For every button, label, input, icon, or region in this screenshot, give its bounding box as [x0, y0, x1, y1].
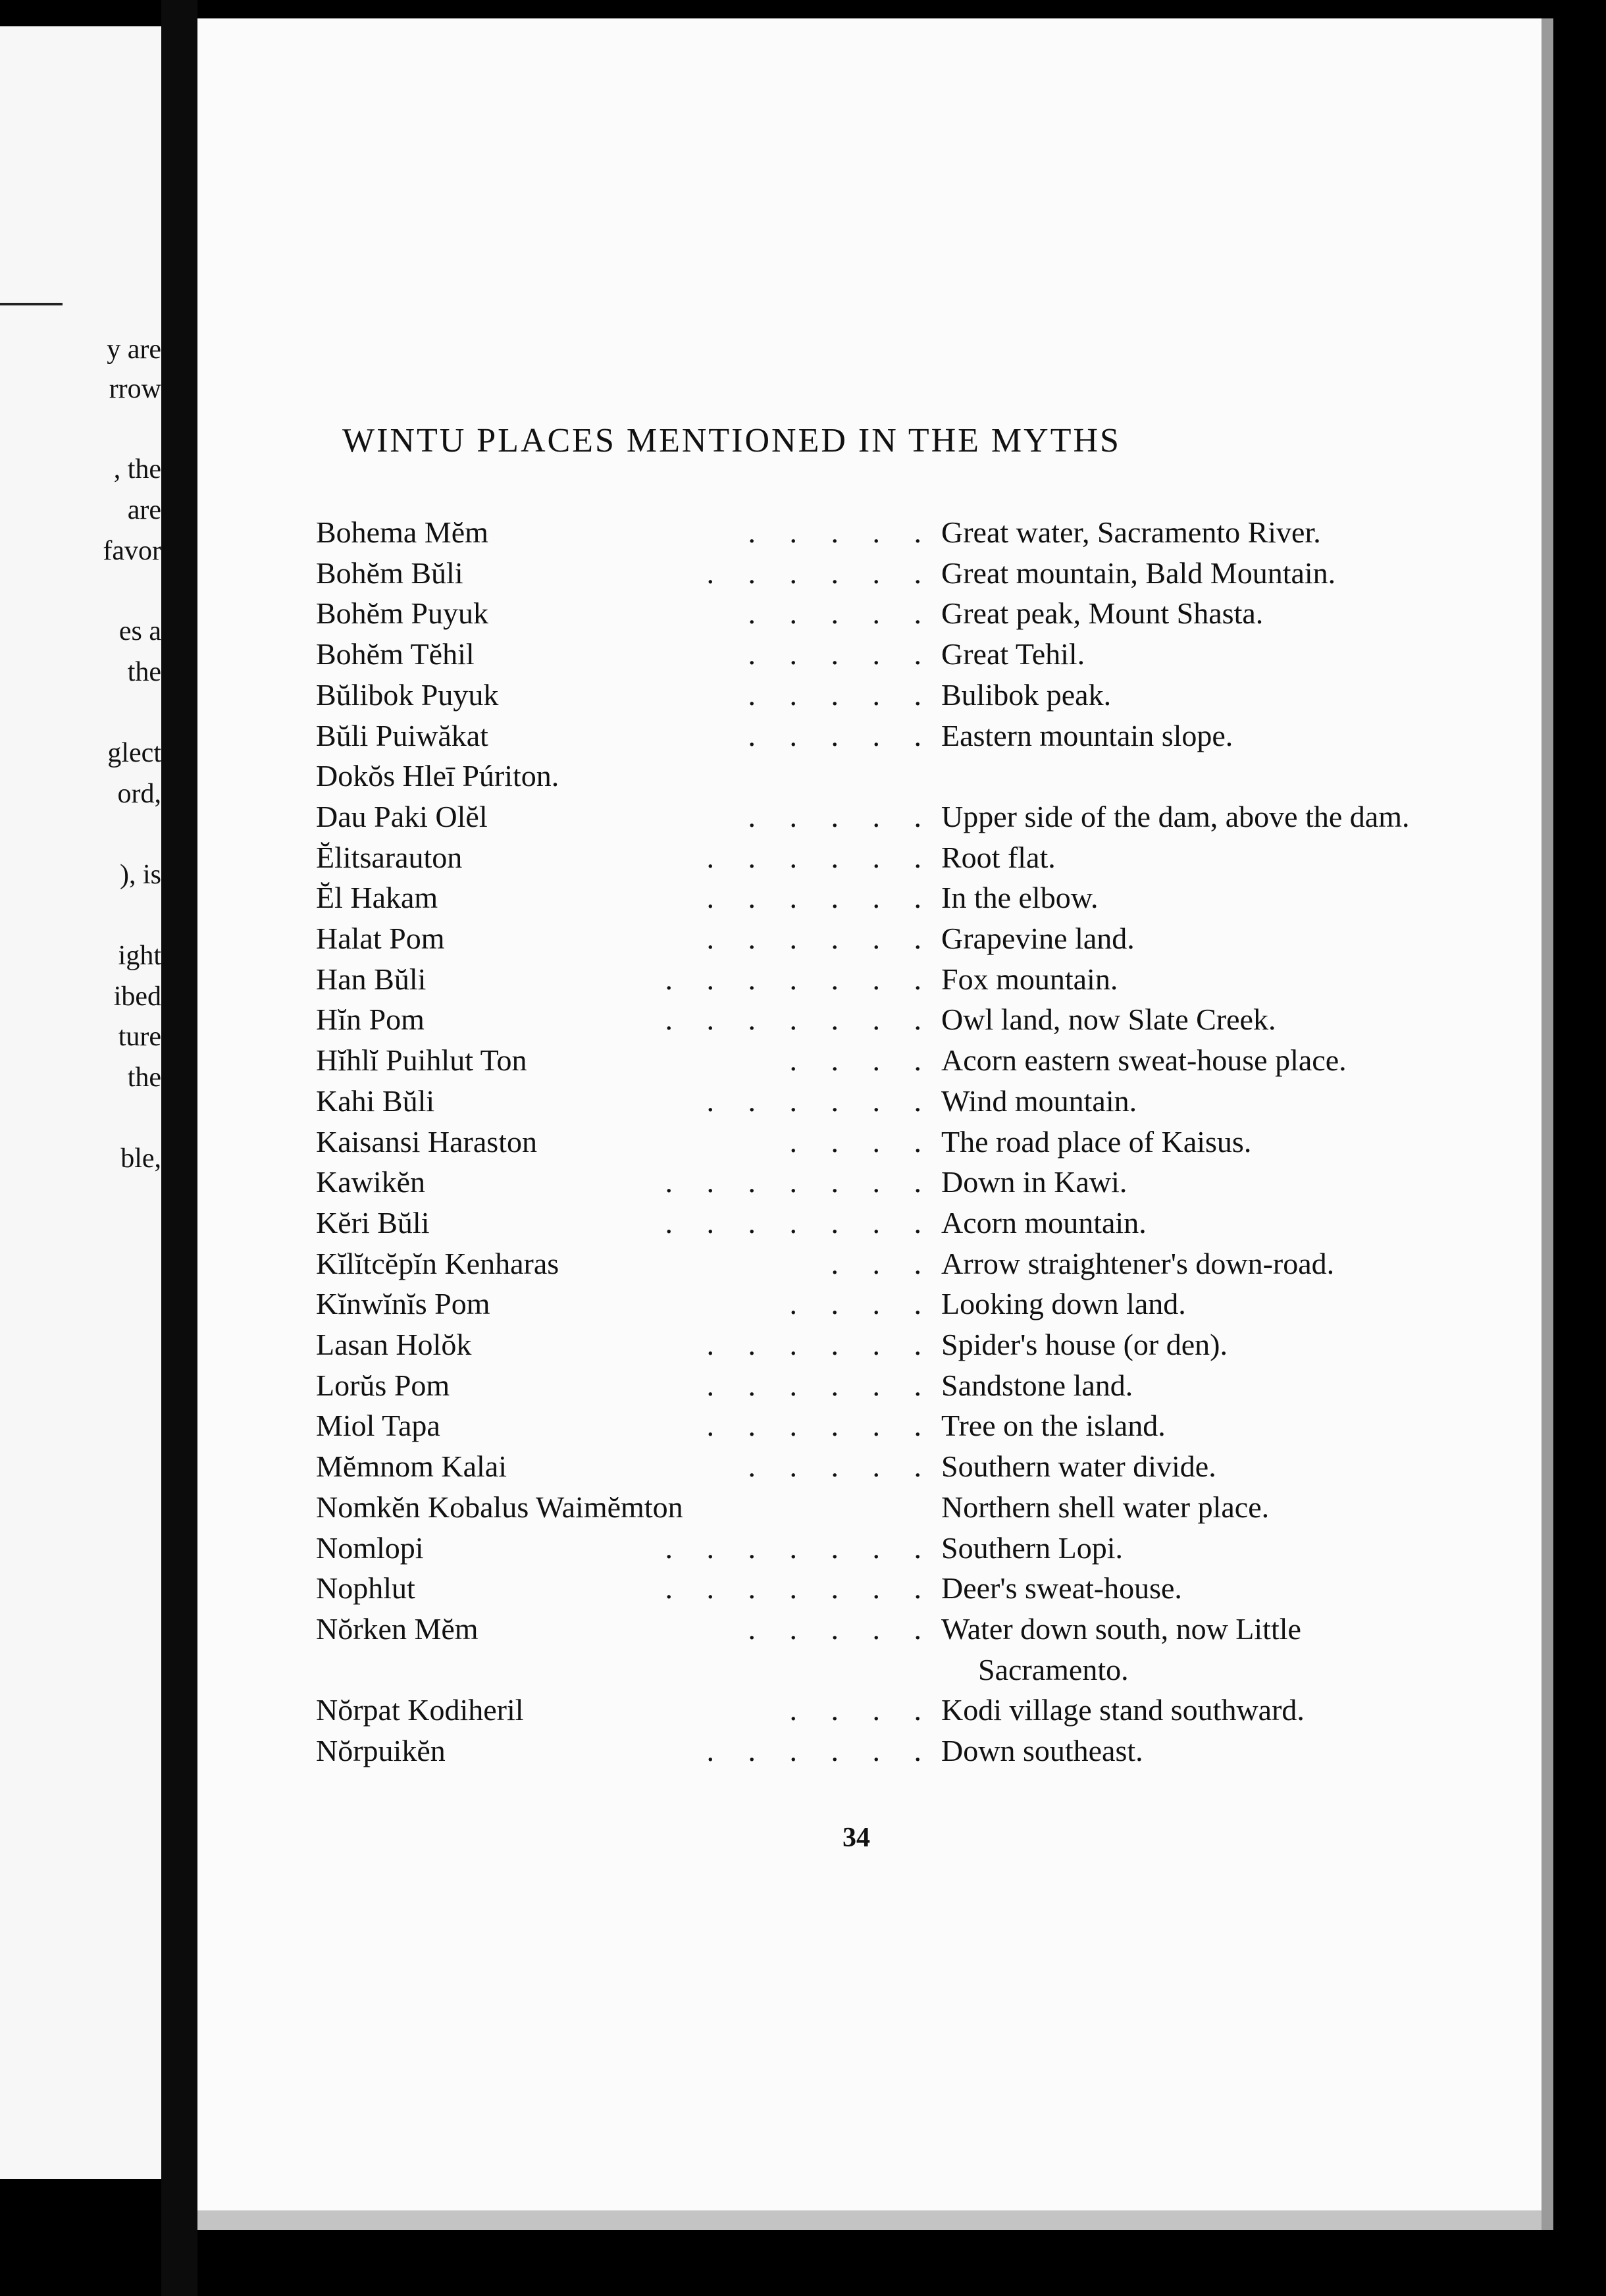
place-definition: Root flat.: [941, 840, 1056, 874]
place-name-cell: [316, 1324, 935, 1365]
place-entry: [316, 1528, 1448, 1569]
dot-leader: . . . . .: [748, 515, 935, 549]
place-definition: Southern Lopi.: [941, 1530, 1123, 1565]
place-name-cell: [316, 959, 935, 1000]
place-name: Hĭn Pom: [316, 1003, 425, 1037]
place-name-cell: [316, 1040, 935, 1081]
place-definition: Deer's sweat-house.: [941, 1571, 1182, 1605]
place-name: Dau Paki Olĕl: [316, 799, 488, 833]
dot-leader: . . . . . .: [706, 840, 935, 874]
place-name-cell: [316, 1365, 935, 1406]
dot-leader: . . . . . .: [706, 881, 935, 915]
dot-leader: . . . .: [789, 1043, 935, 1078]
place-name: Hĭhlĭ Puihlut Ton: [316, 1043, 527, 1078]
dot-leader: . . . . .: [748, 677, 935, 712]
place-name: Han Bŭli: [316, 962, 427, 996]
place-name-cell: [316, 756, 935, 796]
left-page-rule: [0, 303, 63, 305]
left-facing-page: [0, 26, 161, 2179]
place-entry: [316, 1122, 1448, 1162]
page-bottom-edge: [197, 2210, 1541, 2230]
place-entry: [316, 512, 1448, 553]
place-name: Nophlut: [316, 1571, 415, 1605]
place-name: Kĭnwĭnĭs Pom: [316, 1287, 490, 1321]
place-name-cell: [316, 999, 935, 1040]
place-name: Nomkĕn Kobalus Waimĕmton: [316, 1490, 683, 1524]
place-definition: Eastern mountain slope.: [941, 718, 1233, 752]
place-definition: Great mountain, Bald Mountain.: [941, 556, 1336, 590]
dot-leader: . . . . .: [748, 637, 935, 671]
place-name-cell: [316, 1162, 935, 1203]
place-name: Bohĕm Bŭli: [316, 556, 463, 590]
left-page-fragment: ight: [118, 941, 161, 971]
place-name: Kĭlĭtcĕpĭn Kenharas: [316, 1246, 559, 1280]
dot-leader: . . . .: [789, 1693, 935, 1727]
dot-leader: . . . . .: [748, 596, 935, 631]
left-page-fragment: ture: [118, 1022, 161, 1052]
place-name: Bŭli Puiwăkat: [316, 718, 488, 752]
dot-leader: . . . . . . .: [665, 1530, 935, 1565]
place-definition: The road place of Kaisus.: [941, 1124, 1252, 1159]
place-definition: Wind mountain.: [941, 1083, 1137, 1118]
place-name: Kahi Bŭli: [316, 1083, 435, 1118]
place-name: Bŭlibok Puyuk: [316, 677, 499, 712]
left-page-fragment: favor: [103, 536, 161, 566]
place-name-cell: [316, 675, 935, 716]
place-name: Bohema Mĕm: [316, 515, 488, 549]
place-definition: Spider's house (or den).: [941, 1328, 1228, 1362]
left-page-fragment: ble,: [120, 1143, 161, 1174]
left-page-fragment: the: [127, 657, 161, 687]
place-entry: [316, 593, 1448, 634]
place-definition: Acorn eastern sweat-house place.: [941, 1043, 1347, 1078]
place-name-cell: [316, 1405, 935, 1446]
dot-leader: . . . . .: [748, 718, 935, 752]
left-page-fragment: es a: [118, 616, 161, 646]
place-name: Halat Pom: [316, 922, 445, 956]
page-title: WINTU PLACES MENTIONED IN THE MYTHS: [342, 422, 1121, 459]
dot-leader: . . . . . .: [706, 1328, 935, 1362]
left-page-fragment: are: [127, 495, 161, 525]
place-entry: [316, 959, 1448, 1000]
place-name: Dokŏs Hleī Púriton.: [316, 759, 559, 793]
place-name: Nŏrpat Kodiheril: [316, 1693, 524, 1727]
place-definition: Great peak, Mount Shasta.: [941, 596, 1264, 631]
place-entry: [316, 1081, 1448, 1122]
place-name: Lorŭs Pom: [316, 1368, 450, 1402]
place-entry: [316, 1568, 1448, 1609]
dot-leader: . . . . .: [748, 1611, 935, 1646]
dot-leader: [559, 756, 935, 796]
place-name-cell: [316, 512, 935, 553]
place-definition: Acorn mountain.: [941, 1205, 1147, 1239]
place-name-cell: [316, 918, 935, 959]
dot-leader: . . . . . . .: [665, 1571, 935, 1605]
left-page-fragment: ord,: [117, 779, 161, 809]
place-definition: Water down south, now Little Sacramento.: [941, 1611, 1301, 1686]
place-definition: Northern shell water place.: [941, 1490, 1270, 1524]
left-page-fragment: the: [127, 1062, 161, 1093]
dot-leader: . . . . . . .: [665, 1205, 935, 1239]
place-name-cell: [316, 1243, 935, 1284]
place-entry: [316, 918, 1448, 959]
place-entry: [316, 1284, 1448, 1324]
place-name-cell: [316, 716, 935, 756]
dot-leader: . . . . . .: [706, 556, 935, 590]
dot-leader: . . . . . .: [706, 1368, 935, 1402]
page-number: 34: [842, 1823, 870, 1853]
place-name-cell: [316, 1081, 935, 1122]
place-name-cell: [316, 553, 935, 594]
place-name-list: [316, 512, 1448, 1771]
place-entry: [316, 1040, 1448, 1081]
place-name-cell: [316, 1528, 935, 1569]
place-entry: [316, 756, 1448, 796]
place-entry: [316, 675, 1448, 716]
place-name-cell: [316, 593, 935, 634]
place-name-cell: [316, 1731, 935, 1771]
place-name: Nŏrpuikĕn: [316, 1734, 446, 1768]
dot-leader: . . . . . .: [706, 1734, 935, 1768]
place-definition: Upper side of the dam, above the dam.: [941, 799, 1410, 833]
place-name-cell: [316, 1284, 935, 1324]
place-name-cell: [316, 796, 935, 837]
place-definition: Kodi village stand southward.: [941, 1693, 1305, 1727]
place-definition: Fox mountain.: [941, 962, 1118, 996]
place-name-cell: [316, 1609, 935, 1650]
dot-leader: . . .: [831, 1246, 935, 1280]
dot-leader: . . . . . . .: [665, 1003, 935, 1037]
dot-leader: . . . . . .: [706, 1083, 935, 1118]
place-name: Ĕl Hakam: [316, 881, 438, 915]
place-name-cell: [316, 634, 935, 675]
place-name-cell: [316, 837, 935, 878]
place-name: Lasan Holŏk: [316, 1328, 472, 1362]
place-name-cell: [316, 1446, 935, 1487]
place-name: Kĕri Bŭli: [316, 1205, 430, 1239]
place-entry: [316, 1487, 1448, 1528]
dot-leader: [683, 1487, 935, 1528]
dot-leader: . . . . .: [748, 799, 935, 833]
place-entry: [316, 1203, 1448, 1243]
place-name-cell: [316, 1568, 935, 1609]
place-name-cell: [316, 877, 935, 918]
place-entry: [316, 1446, 1448, 1487]
dot-leader: . . . . . .: [706, 1409, 935, 1443]
dot-leader: . . . . . .: [706, 922, 935, 956]
place-definition: Looking down land.: [941, 1287, 1186, 1321]
dot-leader: . . . .: [789, 1287, 935, 1321]
dot-leader: . . . . . . .: [665, 1165, 935, 1199]
place-definition: Great Tehil.: [941, 637, 1085, 671]
place-name: Kaisansi Haraston: [316, 1124, 537, 1159]
left-page-fragment: ibed: [113, 981, 161, 1012]
place-entry: [316, 1731, 1448, 1771]
place-entry: [316, 634, 1448, 675]
book-gutter: [161, 0, 197, 2296]
place-definition: Down southeast.: [941, 1734, 1143, 1768]
place-name: Nŏrken Mĕm: [316, 1611, 479, 1646]
place-entry: [316, 1162, 1448, 1203]
left-page-fragment: y are: [107, 334, 161, 365]
place-name-cell: [316, 1203, 935, 1243]
place-definition: Owl land, now Slate Creek.: [941, 1003, 1276, 1037]
dot-leader: . . . . . . .: [665, 962, 935, 996]
place-name: Ĕlitsarauton: [316, 840, 463, 874]
place-name-cell: [316, 1122, 935, 1162]
place-entry: [316, 716, 1448, 756]
place-definition: Great water, Sacramento River.: [941, 515, 1321, 549]
place-entry: [316, 1243, 1448, 1284]
place-definition: In the elbow.: [941, 881, 1099, 915]
place-definition: Bulibok peak.: [941, 677, 1112, 712]
left-page-fragment: ), is: [120, 860, 161, 890]
place-name-cell: [316, 1487, 935, 1528]
place-name: Bohĕm Puyuk: [316, 596, 488, 631]
place-entry: [316, 1609, 1448, 1690]
dot-leader: . . . .: [789, 1124, 935, 1159]
place-definition: Southern water divide.: [941, 1449, 1216, 1484]
place-entry: [316, 796, 1448, 837]
place-definition: Arrow straightener's down-road.: [941, 1246, 1335, 1280]
place-name: Nomlopi: [316, 1530, 424, 1565]
place-name: Bohĕm Tĕhil: [316, 637, 475, 671]
place-entry: [316, 1405, 1448, 1446]
place-name: Miol Tapa: [316, 1409, 440, 1443]
place-definition: Tree on the island.: [941, 1409, 1166, 1443]
dot-leader: . . . . .: [748, 1449, 935, 1484]
place-entry: [316, 837, 1448, 878]
place-name-cell: [316, 1690, 935, 1731]
left-page-fragment: rrow: [109, 374, 161, 404]
place-definition: Sandstone land.: [941, 1368, 1133, 1402]
place-name: Mĕmnom Kalai: [316, 1449, 507, 1484]
place-definition: Grapevine land.: [941, 922, 1135, 956]
place-entry: [316, 999, 1448, 1040]
place-entry: [316, 1324, 1448, 1365]
place-entry: [316, 877, 1448, 918]
place-definition: Down in Kawi.: [941, 1165, 1127, 1199]
left-page-fragment: glect: [107, 738, 161, 768]
place-entry: [316, 553, 1448, 594]
left-page-fragment: , the: [113, 454, 161, 484]
place-name: Kawikĕn: [316, 1165, 426, 1199]
main-page: [197, 18, 1553, 2230]
place-entry: [316, 1365, 1448, 1406]
place-entry: [316, 1690, 1448, 1731]
